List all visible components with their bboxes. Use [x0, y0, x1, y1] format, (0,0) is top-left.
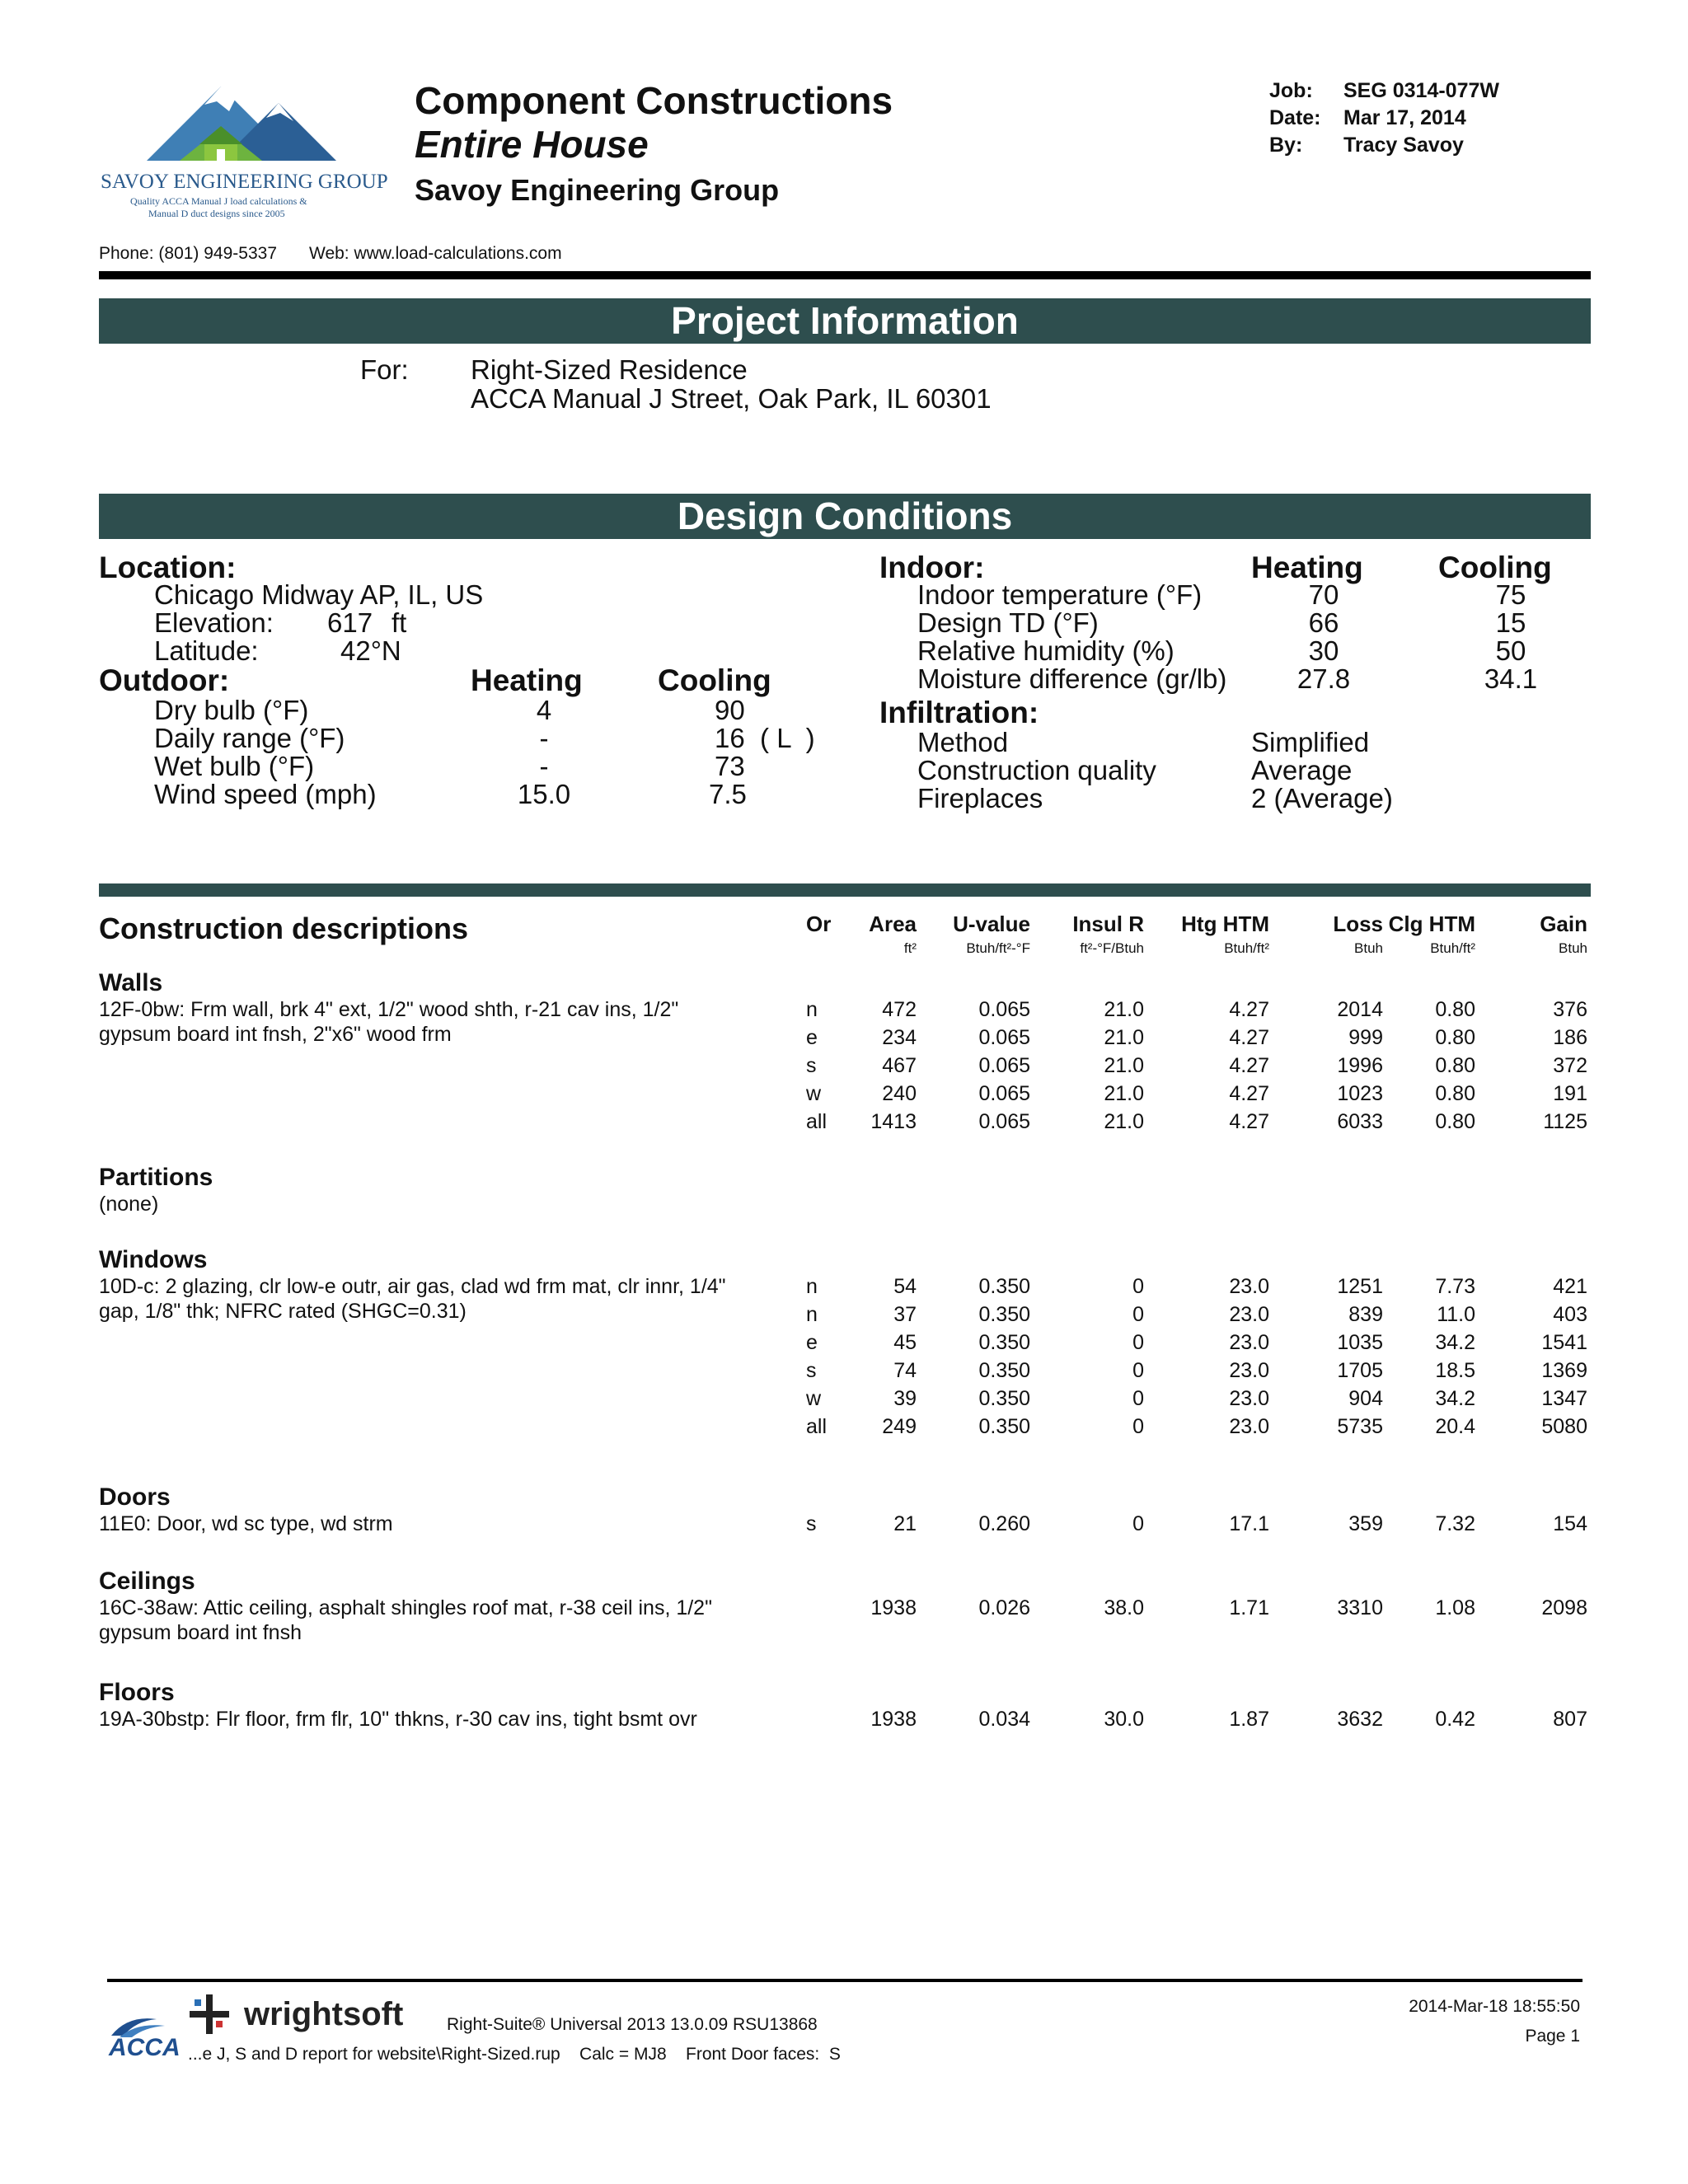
section-description-cont: gypsum board int fnsh, 2"x6" wood frm [99, 1023, 452, 1046]
infiltration-row-value: Simplified [1251, 727, 1370, 757]
table-cell: 1.08 [1435, 1596, 1475, 1619]
table-cell: 74 [893, 1359, 917, 1382]
indoor-row-label: Indoor temperature (°F) [917, 579, 1203, 610]
outdoor-cooling-header: Cooling [658, 663, 771, 697]
table-cell: 839 [1348, 1303, 1383, 1326]
company-logo [97, 78, 388, 219]
table-cell: 0 [1132, 1303, 1144, 1326]
latitude-label: Latitude: [154, 635, 259, 666]
table-cell: 1369 [1541, 1359, 1587, 1382]
outdoor-row-label: Wet bulb (°F) [154, 751, 315, 781]
table-cell: w [806, 1387, 822, 1410]
table-cell: 154 [1553, 1512, 1587, 1535]
column-header: Clg HTM [1388, 912, 1475, 936]
logo-tagline-2: Manual D duct designs since 2005 [148, 208, 285, 219]
outdoor-row-cooling: 73 [715, 751, 745, 781]
acca-text: ACCA [109, 2034, 181, 2061]
report-subtitle: Entire House [415, 123, 649, 166]
table-cell: 20.4 [1435, 1415, 1475, 1438]
latitude-value: 42°N [340, 635, 401, 666]
table-cell: 472 [882, 998, 917, 1021]
table-cell: 37 [893, 1303, 917, 1326]
table-cell: 5080 [1541, 1415, 1587, 1438]
job-label: Job: [1269, 79, 1313, 102]
project-info-heading: Project Information [99, 298, 1591, 344]
table-cell: 0.80 [1435, 1082, 1475, 1105]
table-cell: 7.73 [1435, 1275, 1475, 1298]
table-cell: 186 [1553, 1026, 1587, 1049]
section-description: 11E0: Door, wd sc type, wd strm [99, 1512, 393, 1535]
column-unit: Btuh [1559, 940, 1587, 956]
outdoor-row-heating: - [539, 751, 549, 781]
table-cell: 23.0 [1229, 1359, 1269, 1382]
table-cell: 0.026 [978, 1596, 1030, 1619]
table-cell: 39 [893, 1387, 917, 1410]
column-header: Loss [1333, 912, 1383, 936]
table-cell: 0.065 [978, 1110, 1030, 1133]
table-cell: 807 [1553, 1708, 1587, 1731]
table-cell: 421 [1553, 1275, 1587, 1298]
table-cell: n [806, 998, 818, 1021]
column-unit: Btuh [1354, 940, 1383, 956]
column-unit: Btuh/ft² [1224, 940, 1269, 956]
table-cell: 21.0 [1104, 1082, 1144, 1105]
table-cell: 1125 [1543, 1110, 1587, 1133]
table-cell: 1.71 [1229, 1596, 1269, 1619]
table-cell: 23.0 [1229, 1331, 1269, 1354]
column-header: U-value [953, 912, 1030, 936]
elevation-value: 617 [327, 607, 373, 638]
constructions-heading: Construction descriptions [99, 912, 469, 945]
table-cell: 0.80 [1435, 998, 1475, 1021]
indoor-row-heating: 30 [1308, 635, 1339, 666]
page-number: Page 1 [1525, 2027, 1580, 2046]
table-cell: 0.42 [1435, 1708, 1475, 1731]
indoor-row-cooling: 15 [1495, 607, 1526, 638]
table-cell: 4.27 [1229, 1110, 1269, 1133]
section-description-cont: gap, 1/8" thk; NFRC rated (SHGC=0.31) [99, 1300, 467, 1323]
table-cell: 1938 [870, 1708, 917, 1731]
table-cell: 30.0 [1104, 1708, 1144, 1731]
column-header: Gain [1540, 912, 1587, 936]
table-cell: 0.350 [978, 1387, 1030, 1410]
date-label: Date: [1269, 106, 1321, 129]
wrightsoft-text: wrightsoft [244, 1996, 404, 2032]
table-cell: 0.350 [978, 1275, 1030, 1298]
table-cell: n [806, 1303, 818, 1326]
indoor-row-heating: 70 [1308, 579, 1339, 610]
table-cell: 23.0 [1229, 1303, 1269, 1326]
table-cell: 4.27 [1229, 1026, 1269, 1049]
column-header: Insul R [1072, 912, 1144, 936]
table-cell: 34.2 [1435, 1387, 1475, 1410]
wrightsoft-cross-icon [188, 1993, 231, 2036]
table-cell: 0.065 [978, 1054, 1030, 1077]
table-cell: 7.32 [1435, 1512, 1475, 1535]
table-cell: 1413 [870, 1110, 917, 1133]
design-conditions-heading: Design Conditions [99, 494, 1591, 539]
table-cell: 403 [1553, 1303, 1587, 1326]
table-cell: 0.350 [978, 1415, 1030, 1438]
project-address: ACCA Manual J Street, Oak Park, IL 60301 [471, 383, 992, 414]
infiltration-row-label: Method [917, 727, 1009, 757]
logo-company-name: SAVOY ENGINEERING GROUP [101, 171, 388, 193]
table-cell: 1938 [870, 1596, 917, 1619]
report-company: Savoy Engineering Group [415, 173, 780, 207]
table-cell: w [806, 1082, 822, 1105]
table-cell: e [806, 1331, 818, 1354]
table-cell: 0.80 [1435, 1054, 1475, 1077]
table-cell: 21.0 [1104, 1026, 1144, 1049]
infiltration-row-value: Average [1251, 755, 1353, 785]
column-header: Htg HTM [1181, 912, 1269, 936]
table-cell: all [806, 1110, 828, 1133]
indoor-label: Indoor: [879, 551, 985, 584]
column-unit: Btuh/ft² [1430, 940, 1475, 956]
table-cell: 0.034 [978, 1708, 1030, 1731]
table-cell: 376 [1553, 998, 1587, 1021]
indoor-cooling-header: Cooling [1438, 551, 1552, 584]
table-cell: 359 [1348, 1512, 1383, 1535]
table-cell: s [806, 1512, 817, 1535]
indoor-heating-header: Heating [1251, 551, 1363, 584]
table-cell: 0 [1132, 1512, 1144, 1535]
website: Web: www.load-calculations.com [309, 244, 562, 263]
outdoor-row-label: Daily range (°F) [154, 723, 345, 753]
section-description: 16C-38aw: Attic ceiling, asphalt shingles roof mat, r-38 ceil ins, 1/2" [99, 1596, 712, 1619]
table-cell: 21 [893, 1512, 917, 1535]
indoor-row-cooling: 50 [1495, 635, 1526, 666]
table-cell: 17.1 [1229, 1512, 1269, 1535]
table-cell: 2014 [1337, 998, 1383, 1021]
project-name: Right-Sized Residence [471, 354, 748, 385]
table-cell: 54 [893, 1275, 917, 1298]
table-cell: 23.0 [1229, 1275, 1269, 1298]
location-label: Location: [99, 551, 237, 584]
table-cell: 0.80 [1435, 1026, 1475, 1049]
table-cell: 0.80 [1435, 1110, 1475, 1133]
table-cell: 4.27 [1229, 998, 1269, 1021]
indoor-row-cooling: 34.1 [1484, 663, 1538, 694]
table-cell: 240 [882, 1082, 917, 1105]
outdoor-row-heating: - [539, 723, 549, 753]
section-title: Doors [99, 1483, 171, 1511]
table-cell: 999 [1348, 1026, 1383, 1049]
outdoor-label: Outdoor: [99, 663, 230, 697]
acca-logo [107, 2011, 181, 2060]
table-cell: s [806, 1359, 817, 1382]
elevation-unit: ft [392, 607, 407, 638]
footer-divider [107, 1979, 1582, 1982]
by-label: By: [1269, 134, 1303, 157]
indoor-row-heating: 66 [1308, 607, 1339, 638]
table-cell: s [806, 1054, 817, 1077]
indoor-row-heating: 27.8 [1296, 663, 1351, 694]
outdoor-row-heating: 15.0 [517, 779, 571, 809]
section-description: (none) [99, 1193, 159, 1216]
infiltration-row-value: 2 (Average) [1251, 783, 1393, 813]
phone: Phone: (801) 949-5337 [99, 244, 277, 263]
table-cell: 0.350 [978, 1359, 1030, 1382]
indoor-row-label: Moisture difference (gr/lb) [917, 663, 1227, 694]
table-cell: 45 [893, 1331, 917, 1354]
software-version: Right-Suite® Universal 2013 13.0.09 RSU13868 [447, 2015, 818, 2034]
by-value: Tracy Savoy [1343, 134, 1464, 157]
column-unit: ft² [903, 940, 917, 956]
table-cell: 0.350 [978, 1331, 1030, 1354]
table-cell: 249 [882, 1415, 917, 1438]
table-cell: 2098 [1541, 1596, 1587, 1619]
indoor-row-label: Design TD (°F) [917, 607, 1099, 638]
table-cell: 0.065 [978, 998, 1030, 1021]
table-cell: 0 [1132, 1331, 1144, 1354]
table-cell: 0.260 [978, 1512, 1030, 1535]
table-cell: 23.0 [1229, 1387, 1269, 1410]
print-timestamp: 2014-Mar-18 18:55:50 [1409, 1997, 1580, 2016]
table-cell: 234 [882, 1026, 917, 1049]
table-cell: 1251 [1337, 1275, 1383, 1298]
section-description-cont: gypsum board int fnsh [99, 1621, 302, 1644]
table-cell: 21.0 [1104, 998, 1144, 1021]
table-cell: 4.27 [1229, 1082, 1269, 1105]
table-cell: 0.065 [978, 1026, 1030, 1049]
table-cell: 18.5 [1435, 1359, 1475, 1382]
table-cell: n [806, 1275, 818, 1298]
infiltration-row-label: Fireplaces [917, 783, 1043, 813]
table-cell: all [806, 1415, 828, 1438]
table-cell: 6033 [1337, 1110, 1383, 1133]
table-cell: 0 [1132, 1359, 1144, 1382]
outdoor-row-cooling: 7.5 [709, 779, 747, 809]
table-cell: 5735 [1337, 1415, 1383, 1438]
logo-tagline-1: Quality ACCA Manual J load calculations & [130, 195, 307, 207]
table-cell: 11.0 [1437, 1303, 1475, 1326]
infiltration-label: Infiltration: [879, 696, 1039, 729]
table-cell: 0 [1132, 1275, 1144, 1298]
elevation-label: Elevation: [154, 607, 274, 638]
header-divider [99, 271, 1591, 279]
table-cell: 1996 [1337, 1054, 1383, 1077]
table-cell: 1705 [1337, 1359, 1383, 1382]
section-title: Floors [99, 1679, 175, 1706]
table-cell: 467 [882, 1054, 917, 1077]
section-description: 19A-30bstp: Flr floor, frm flr, 10" thkns, r-30 cav ins, tight bsmt ovr [99, 1708, 697, 1731]
file-info: ...e J, S and D report for website\Right-Sized.rup Calc = MJ8 Front Door faces: S [188, 2045, 841, 2064]
indoor-row-label: Relative humidity (%) [917, 635, 1175, 666]
table-cell: 0 [1132, 1387, 1144, 1410]
column-unit: Btuh/ft²-°F [966, 940, 1030, 956]
table-cell: 1541 [1541, 1331, 1587, 1354]
date-value: Mar 17, 2014 [1343, 106, 1466, 129]
table-cell: 1035 [1337, 1331, 1383, 1354]
table-cell: 1023 [1337, 1082, 1383, 1105]
for-label: For: [360, 354, 409, 385]
table-cell: 21.0 [1104, 1054, 1144, 1077]
table-cell: 372 [1553, 1054, 1587, 1077]
outdoor-row-cooling: 90 [715, 695, 745, 725]
table-cell: 1.87 [1229, 1708, 1269, 1731]
table-cell: 904 [1348, 1387, 1383, 1410]
table-cell: 3632 [1337, 1708, 1383, 1731]
table-cell: 23.0 [1229, 1415, 1269, 1438]
section-title: Walls [99, 969, 163, 996]
table-cell: 0.350 [978, 1303, 1030, 1326]
table-cell: 1347 [1541, 1387, 1587, 1410]
mountain-house-logo-icon [97, 78, 361, 169]
outdoor-row-heating: 4 [536, 695, 552, 725]
section-title: Windows [99, 1246, 208, 1273]
table-cell: 0 [1132, 1415, 1144, 1438]
table-cell: 4.27 [1229, 1054, 1269, 1077]
outdoor-row-cooling: 16 ( L ) [715, 723, 815, 753]
infiltration-row-label: Construction quality [917, 755, 1156, 785]
outdoor-row-label: Wind speed (mph) [154, 779, 377, 809]
table-cell: 34.2 [1435, 1331, 1475, 1354]
constructions-divider [99, 883, 1591, 897]
table-cell: 38.0 [1104, 1596, 1144, 1619]
table-cell: 0.065 [978, 1082, 1030, 1105]
table-cell: e [806, 1026, 818, 1049]
indoor-row-cooling: 75 [1495, 579, 1526, 610]
table-cell: 21.0 [1104, 1110, 1144, 1133]
outdoor-row-label: Dry bulb (°F) [154, 695, 309, 725]
outdoor-heating-header: Heating [471, 663, 583, 697]
table-cell: 191 [1553, 1082, 1587, 1105]
job-value: SEG 0314-077W [1343, 79, 1499, 102]
column-header: Area [869, 912, 917, 936]
column-header: Or [806, 912, 832, 936]
section-description: 12F-0bw: Frm wall, brk 4" ext, 1/2" wood shth, r-21 cav ins, 1/2" [99, 998, 679, 1021]
column-unit: ft²-°F/Btuh [1080, 940, 1144, 956]
report-title: Component Constructions [415, 79, 893, 122]
location-value: Chicago Midway AP, IL, US [154, 579, 484, 610]
section-title: Partitions [99, 1164, 213, 1191]
section-title: Ceilings [99, 1568, 195, 1595]
table-cell: 3310 [1337, 1596, 1383, 1619]
section-description: 10D-c: 2 glazing, clr low-e outr, air gas, clad wd frm mat, clr innr, 1/4" [99, 1275, 726, 1298]
